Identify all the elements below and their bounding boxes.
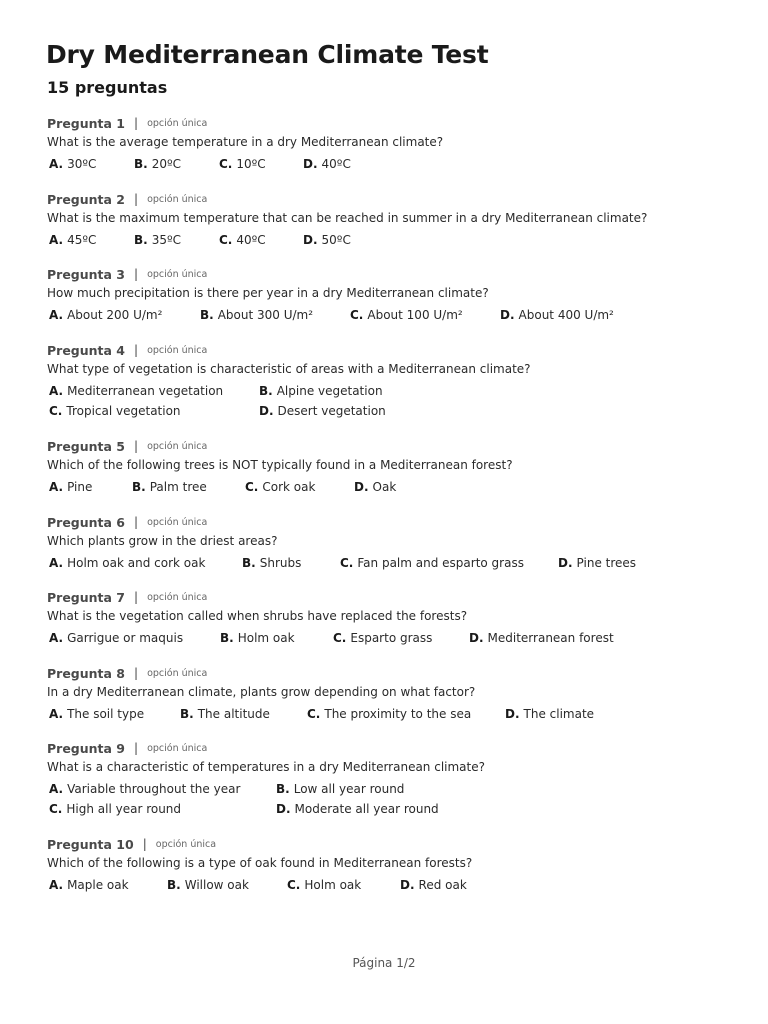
options-row bbox=[47, 154, 737, 174]
option-text: The proximity to the sea bbox=[324, 707, 472, 721]
question-type: opción única bbox=[155, 838, 217, 850]
question-number: Pregunta 2 bbox=[47, 191, 126, 207]
option-letter: B. bbox=[180, 707, 194, 721]
option-text: The soil type bbox=[67, 707, 145, 721]
option-letter: A. bbox=[49, 707, 64, 721]
option-c bbox=[287, 875, 361, 895]
option-a bbox=[49, 553, 205, 573]
question-header bbox=[47, 739, 737, 757]
option-text: Holm oak bbox=[304, 878, 362, 892]
page-number: Página 1/2 bbox=[352, 956, 416, 970]
question-number: Pregunta 9 bbox=[47, 740, 126, 756]
option-b bbox=[134, 230, 181, 250]
separator: | bbox=[134, 590, 139, 604]
question-2 bbox=[47, 190, 737, 250]
option-letter: A. bbox=[49, 308, 64, 322]
question-number: Pregunta 3 bbox=[47, 266, 126, 282]
option-letter: C. bbox=[307, 707, 321, 721]
question-type: opción única bbox=[147, 344, 208, 356]
separator: | bbox=[142, 837, 147, 851]
option-letter: B. bbox=[220, 631, 234, 645]
option-letter: C. bbox=[245, 480, 259, 494]
options-row bbox=[47, 799, 737, 819]
option-b bbox=[167, 875, 249, 895]
option-letter: B. bbox=[134, 157, 148, 171]
question-number: Pregunta 7 bbox=[47, 589, 126, 605]
option-letter: B. bbox=[200, 308, 214, 322]
question-count: 15 preguntas bbox=[47, 78, 168, 97]
option-letter: C. bbox=[287, 878, 301, 892]
option-b bbox=[259, 381, 383, 401]
option-c bbox=[49, 799, 181, 819]
option-text: 35ºC bbox=[151, 233, 182, 247]
option-letter: A. bbox=[49, 384, 64, 398]
separator: | bbox=[134, 267, 139, 281]
option-letter: D. bbox=[505, 707, 520, 721]
option-text: Desert vegetation bbox=[277, 404, 386, 418]
question-number: Pregunta 1 bbox=[47, 115, 126, 131]
option-letter: D. bbox=[469, 631, 484, 645]
option-text: Mediterranean vegetation bbox=[67, 384, 224, 398]
option-letter: A. bbox=[49, 480, 64, 494]
question-1 bbox=[47, 114, 737, 174]
option-d bbox=[259, 401, 386, 421]
option-c bbox=[350, 305, 463, 325]
option-d bbox=[400, 875, 467, 895]
option-d bbox=[276, 799, 439, 819]
option-d bbox=[469, 628, 614, 648]
option-text: High all year round bbox=[66, 802, 182, 816]
question-type: opción única bbox=[147, 591, 208, 603]
option-letter: A. bbox=[49, 157, 64, 171]
option-text: Pine trees bbox=[576, 556, 637, 570]
option-text: 20ºC bbox=[151, 157, 182, 171]
question-text: What is the vegetation called when shrubs have replaced the forests? bbox=[47, 609, 468, 623]
option-text: Palm tree bbox=[149, 480, 207, 494]
option-text: Moderate all year round bbox=[294, 802, 439, 816]
options-row bbox=[47, 401, 737, 421]
option-text: 45ºC bbox=[67, 233, 97, 247]
option-letter: C. bbox=[219, 233, 233, 247]
option-letter: D. bbox=[558, 556, 573, 570]
option-b bbox=[180, 704, 270, 724]
option-b bbox=[134, 154, 181, 174]
option-letter: C. bbox=[340, 556, 354, 570]
option-text: Variable throughout the year bbox=[67, 782, 241, 796]
option-a bbox=[49, 628, 183, 648]
option-letter: A. bbox=[49, 631, 64, 645]
option-a bbox=[49, 779, 240, 799]
option-text: Holm oak bbox=[237, 631, 295, 645]
option-letter: A. bbox=[49, 233, 64, 247]
option-c bbox=[219, 230, 266, 250]
option-text: Alpine vegetation bbox=[276, 384, 383, 398]
option-text: Fan palm and esparto grass bbox=[357, 556, 524, 570]
option-text: Esparto grass bbox=[350, 631, 433, 645]
question-type: opción única bbox=[147, 516, 208, 528]
question-type: opción única bbox=[147, 117, 208, 129]
question-10 bbox=[47, 835, 737, 895]
option-letter: D. bbox=[303, 233, 318, 247]
option-a bbox=[49, 230, 96, 250]
option-b bbox=[276, 779, 404, 799]
options-row bbox=[47, 779, 737, 799]
option-text: Cork oak bbox=[262, 480, 316, 494]
question-type: opción única bbox=[147, 667, 208, 679]
question-header bbox=[47, 265, 737, 283]
option-c bbox=[333, 628, 432, 648]
question-number: Pregunta 8 bbox=[47, 665, 126, 681]
option-b bbox=[132, 477, 207, 497]
question-type: opción única bbox=[147, 268, 208, 280]
option-letter: D. bbox=[276, 802, 291, 816]
option-letter: D. bbox=[259, 404, 274, 418]
question-header bbox=[47, 664, 737, 682]
options-row bbox=[47, 628, 737, 648]
options-row bbox=[47, 305, 737, 325]
option-text: Low all year round bbox=[293, 782, 405, 796]
option-c bbox=[219, 154, 266, 174]
option-text: Oak bbox=[372, 480, 397, 494]
option-d bbox=[558, 553, 636, 573]
question-number: Pregunta 5 bbox=[47, 438, 126, 454]
question-text: What is the maximum temperature that can be reached in summer in a dry Mediterranean climate? bbox=[47, 211, 648, 225]
option-letter: B. bbox=[132, 480, 146, 494]
option-letter: B. bbox=[134, 233, 148, 247]
question-header bbox=[47, 341, 737, 359]
option-d bbox=[500, 305, 614, 325]
option-letter: A. bbox=[49, 782, 64, 796]
option-letter: C. bbox=[49, 404, 63, 418]
option-b bbox=[200, 305, 313, 325]
option-letter: B. bbox=[167, 878, 181, 892]
option-d bbox=[303, 154, 351, 174]
option-a bbox=[49, 477, 92, 497]
option-a bbox=[49, 875, 129, 895]
option-text: The climate bbox=[523, 707, 595, 721]
separator: | bbox=[134, 116, 139, 130]
options-row bbox=[47, 381, 737, 401]
option-text: 10ºC bbox=[236, 157, 266, 171]
page-title: Dry Mediterranean Climate Test bbox=[46, 40, 489, 69]
question-text: How much precipitation is there per year in a dry Mediterranean climate? bbox=[47, 286, 489, 300]
option-letter: B. bbox=[259, 384, 273, 398]
question-8 bbox=[47, 664, 737, 724]
option-letter: D. bbox=[400, 878, 415, 892]
question-6 bbox=[47, 513, 737, 573]
option-letter: C. bbox=[49, 802, 63, 816]
option-b bbox=[220, 628, 295, 648]
option-letter: C. bbox=[333, 631, 347, 645]
question-text: In a dry Mediterranean climate, plants grow depending on what factor? bbox=[47, 685, 476, 699]
question-header bbox=[47, 835, 737, 853]
option-b bbox=[242, 553, 301, 573]
option-c bbox=[49, 401, 181, 421]
option-text: About 300 U/m² bbox=[217, 308, 314, 322]
option-text: Shrubs bbox=[259, 556, 302, 570]
question-4 bbox=[47, 341, 737, 421]
separator: | bbox=[134, 439, 139, 453]
option-c bbox=[245, 477, 315, 497]
option-letter: A. bbox=[49, 556, 64, 570]
question-text: What is a characteristic of temperatures in a dry Mediterranean climate? bbox=[47, 760, 485, 774]
option-text: About 100 U/m² bbox=[367, 308, 463, 322]
separator: | bbox=[134, 741, 139, 755]
question-type: opción única bbox=[147, 193, 208, 205]
option-text: About 400 U/m² bbox=[518, 308, 614, 322]
option-a bbox=[49, 704, 144, 724]
option-d bbox=[303, 230, 351, 250]
question-number: Pregunta 4 bbox=[47, 342, 126, 358]
option-text: 30ºC bbox=[67, 157, 97, 171]
question-header bbox=[47, 114, 737, 132]
option-text: Maple oak bbox=[67, 878, 129, 892]
question-type: opción única bbox=[147, 742, 208, 754]
separator: | bbox=[134, 666, 139, 680]
question-text: What type of vegetation is characteristic of areas with a Mediterranean climate? bbox=[47, 362, 531, 376]
option-text: 40ºC bbox=[321, 157, 351, 171]
question-text: Which of the following trees is NOT typically found in a Mediterranean forest? bbox=[47, 458, 513, 472]
options-row bbox=[47, 875, 737, 895]
options-row bbox=[47, 230, 737, 250]
question-text: What is the average temperature in a dry Mediterranean climate? bbox=[47, 135, 444, 149]
option-letter: D. bbox=[500, 308, 515, 322]
option-text: Garrigue or maquis bbox=[67, 631, 184, 645]
question-header bbox=[47, 513, 737, 531]
question-type: opción única bbox=[147, 440, 208, 452]
question-7 bbox=[47, 588, 737, 648]
option-text: 50ºC bbox=[321, 233, 351, 247]
option-letter: C. bbox=[219, 157, 233, 171]
option-letter: D. bbox=[354, 480, 369, 494]
option-a bbox=[49, 381, 223, 401]
option-c bbox=[307, 704, 471, 724]
option-d bbox=[354, 477, 396, 497]
separator: | bbox=[134, 515, 139, 529]
question-header bbox=[47, 190, 737, 208]
option-letter: D. bbox=[303, 157, 318, 171]
question-number: Pregunta 6 bbox=[47, 514, 126, 530]
option-letter: B. bbox=[242, 556, 256, 570]
option-a bbox=[49, 305, 162, 325]
question-header bbox=[47, 588, 737, 606]
question-header bbox=[47, 437, 737, 455]
question-text: Which plants grow in the driest areas? bbox=[47, 534, 278, 548]
question-text: Which of the following is a type of oak found in Mediterranean forests? bbox=[47, 856, 473, 870]
separator: | bbox=[134, 192, 139, 206]
option-d bbox=[505, 704, 594, 724]
option-text: Red oak bbox=[418, 878, 467, 892]
option-text: Tropical vegetation bbox=[66, 404, 181, 418]
option-text: The altitude bbox=[197, 707, 270, 721]
question-number: Pregunta 10 bbox=[47, 836, 134, 852]
option-text: Mediterranean forest bbox=[487, 631, 614, 645]
option-a bbox=[49, 154, 96, 174]
options-row bbox=[47, 553, 737, 573]
option-text: Holm oak and cork oak bbox=[67, 556, 206, 570]
option-text: 40ºC bbox=[236, 233, 266, 247]
options-row bbox=[47, 704, 737, 724]
option-c bbox=[340, 553, 524, 573]
question-9 bbox=[47, 739, 737, 819]
option-letter: A. bbox=[49, 878, 64, 892]
options-row bbox=[47, 477, 737, 497]
option-letter: B. bbox=[276, 782, 290, 796]
question-5 bbox=[47, 437, 737, 497]
option-letter: C. bbox=[350, 308, 364, 322]
option-text: Pine bbox=[67, 480, 93, 494]
option-text: Willow oak bbox=[184, 878, 249, 892]
question-3 bbox=[47, 265, 737, 325]
separator: | bbox=[134, 343, 139, 357]
option-text: About 200 U/m² bbox=[67, 308, 163, 322]
